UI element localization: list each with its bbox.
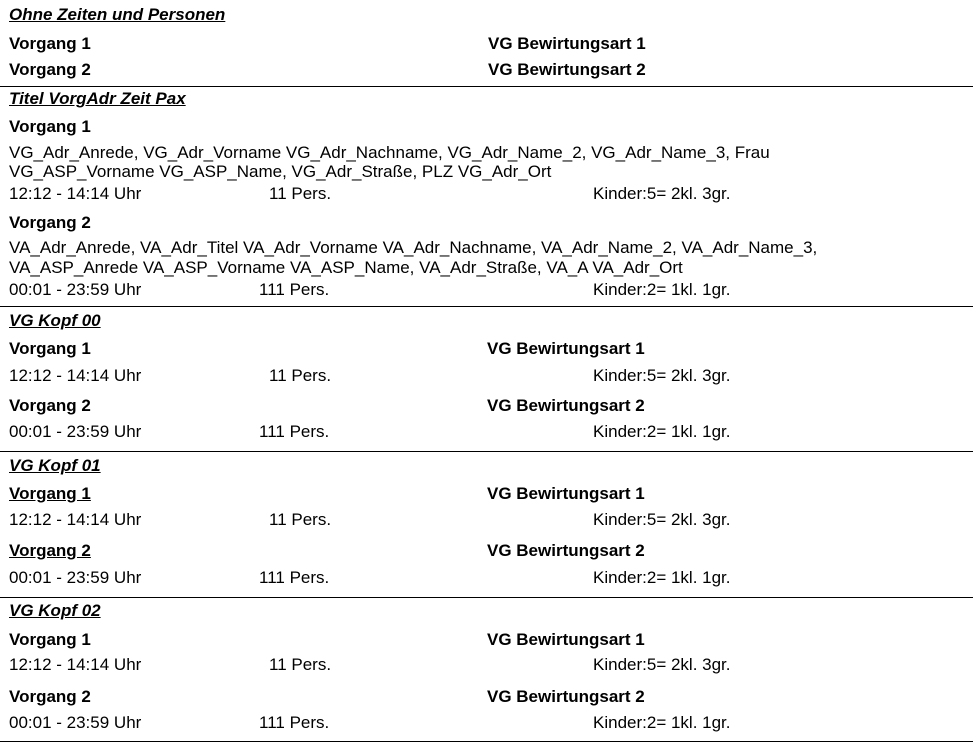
section-heading-titel-vorgadr: Titel VorgAdr Zeit Pax xyxy=(9,89,186,108)
kinder-count: Kinder:5= 2kl. 3gr. xyxy=(593,510,731,529)
time-range: 00:01 - 23:59 Uhr xyxy=(9,568,142,587)
section-divider xyxy=(0,741,973,742)
time-range: 12:12 - 14:14 Uhr xyxy=(9,366,142,385)
vorgang-label: Vorgang 1 xyxy=(9,484,91,503)
time-range: 00:01 - 23:59 Uhr xyxy=(9,422,142,441)
vorgang-label: Vorgang 1 xyxy=(9,117,91,136)
bewirtungsart-label: VG Bewirtungsart 2 xyxy=(488,60,646,79)
time-range: 00:01 - 23:59 Uhr xyxy=(9,280,142,299)
bewirtungsart-label: VG Bewirtungsart 2 xyxy=(487,687,645,706)
person-count: 111 Pers. xyxy=(259,280,330,299)
kinder-count: Kinder:2= 1kl. 1gr. xyxy=(593,280,731,299)
vorgang-label: Vorgang 1 xyxy=(9,630,91,649)
person-count: 11 Pers. xyxy=(269,510,332,529)
address-line: VG_ASP_Vorname VG_ASP_Name, VG_Adr_Straße, PLZ VG_Adr_Ort xyxy=(9,162,552,181)
section-heading-vg-kopf-00: VG Kopf 00 xyxy=(9,311,101,330)
address-line: VG_Adr_Anrede, VG_Adr_Vorname VG_Adr_Nachname, VG_Adr_Name_2, VG_Adr_Name_3, Frau xyxy=(9,143,770,162)
kinder-count: Kinder:2= 1kl. 1gr. xyxy=(593,422,731,441)
section-heading-ohne-zeiten: Ohne Zeiten und Personen xyxy=(9,5,226,24)
section-divider xyxy=(0,451,973,452)
vorgang-label: Vorgang 1 xyxy=(9,34,91,53)
address-line: VA_Adr_Anrede, VA_Adr_Titel VA_Adr_Vorname VA_Adr_Nachname, VA_Adr_Name_2, VA_Adr_Name_3, xyxy=(9,238,818,257)
time-range: 12:12 - 14:14 Uhr xyxy=(9,655,142,674)
kinder-count: Kinder:5= 2kl. 3gr. xyxy=(593,366,731,385)
vorgang-label: Vorgang 2 xyxy=(9,213,91,232)
bewirtungsart-label: VG Bewirtungsart 1 xyxy=(488,34,646,53)
person-count: 111 Pers. xyxy=(259,568,330,587)
vorgang-label: Vorgang 2 xyxy=(9,687,91,706)
bewirtungsart-label: VG Bewirtungsart 2 xyxy=(487,396,645,415)
section-heading-vg-kopf-01: VG Kopf 01 xyxy=(9,456,101,475)
kinder-count: Kinder:2= 1kl. 1gr. xyxy=(593,568,731,587)
person-count: 111 Pers. xyxy=(259,422,330,441)
section-divider xyxy=(0,86,973,87)
bewirtungsart-label: VG Bewirtungsart 1 xyxy=(487,339,645,358)
vorgang-label: Vorgang 2 xyxy=(9,396,91,415)
section-divider xyxy=(0,306,973,307)
vorgang-label: Vorgang 2 xyxy=(9,541,91,560)
kinder-count: Kinder:5= 2kl. 3gr. xyxy=(593,184,731,203)
bewirtungsart-label: VG Bewirtungsart 2 xyxy=(487,541,645,560)
section-divider xyxy=(0,597,973,598)
time-range: 12:12 - 14:14 Uhr xyxy=(9,510,142,529)
person-count: 11 Pers. xyxy=(269,655,332,674)
time-range: 12:12 - 14:14 Uhr xyxy=(9,184,142,203)
person-count: 11 Pers. xyxy=(269,184,332,203)
section-heading-vg-kopf-02: VG Kopf 02 xyxy=(9,601,101,620)
time-range: 00:01 - 23:59 Uhr xyxy=(9,713,142,732)
bewirtungsart-label: VG Bewirtungsart 1 xyxy=(487,484,645,503)
vorgang-label: Vorgang 2 xyxy=(9,60,91,79)
address-line: VA_ASP_Anrede VA_ASP_Vorname VA_ASP_Name, VA_Adr_Straße, VA_A VA_Adr_Ort xyxy=(9,258,683,277)
bewirtungsart-label: VG Bewirtungsart 1 xyxy=(487,630,645,649)
kinder-count: Kinder:5= 2kl. 3gr. xyxy=(593,655,731,674)
person-count: 111 Pers. xyxy=(259,713,330,732)
person-count: 11 Pers. xyxy=(269,366,332,385)
kinder-count: Kinder:2= 1kl. 1gr. xyxy=(593,713,731,732)
vorgang-label: Vorgang 1 xyxy=(9,339,91,358)
